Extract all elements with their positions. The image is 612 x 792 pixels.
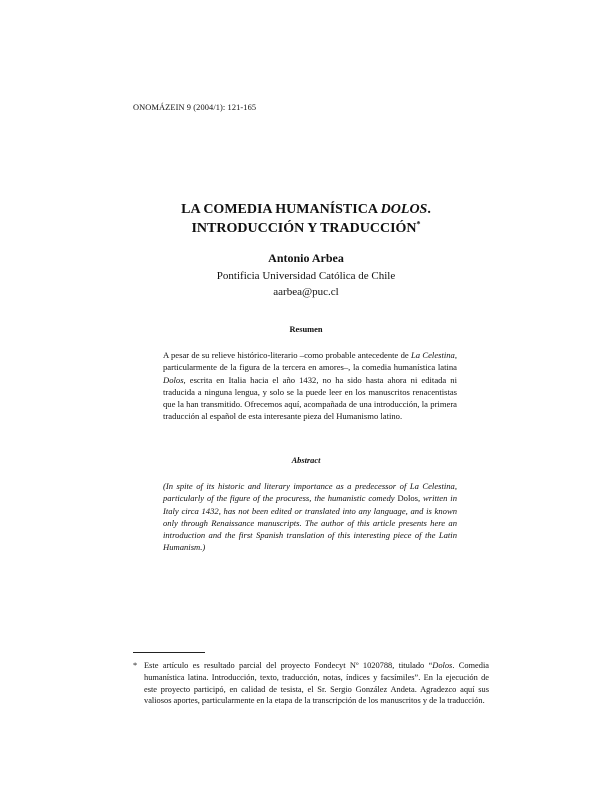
author-affiliation-block — [0, 268, 612, 300]
author-email[interactable]: aarbea@puc.cl — [273, 286, 339, 298]
footnote-text-1: Este artículo es resultado parcial del proyecto Fondecyt Nº 1020788, titulado “ — [144, 661, 433, 670]
abstract-heading: Abstract — [291, 456, 321, 465]
resumen-text-3: , escrita en Italia hacia el año 1432, no ha sido hasta ahora ni editada ni traducida a ninguna lengua, y solo se la puede leer en los manuscritos renacentistas que la han transmitido. Ofrecemos aquí, acompañada de una introducción, la primera traducción al español de esta interesante pieza del Humanismo latino. — [163, 374, 457, 422]
footnote-text-2: . Comedia humanística latina. Introducción, texto, traducción, notas, índices y facsímiles”. En la ejecución de este proyecto participó, en calidad de tesista, el Sr. Sergio González Andeta. Agradezco aquí sus valiosos aportes, particularmente en la etapa de la transcripción de los manuscritos y de la traducción. — [144, 661, 489, 706]
abstract-paragraph — [163, 480, 457, 554]
resumen-italic-celestina: La Celestina — [411, 350, 455, 360]
abstract-text-1: (In spite of its historic and literary importance as a predecessor of La Celestina, particularly of the figure of the procuress, the humanistic comedy — [163, 481, 457, 504]
journal-reference: ONOMÁZEIN 9 (2004/1): 121-165 — [133, 103, 257, 112]
abstract-text-2: , written in Italy circa 1432, has not been edited or translated into any language, and is known only through Renaissance manuscripts. The author of this article presents here an introduction and the first Spanish translation of this interesting piece of the Latin Humanism.) — [163, 493, 457, 553]
title-prefix: LA COMEDIA HUMANÍSTICA — [181, 202, 381, 217]
resumen-paragraph — [163, 349, 457, 423]
author-name: Antonio Arbea — [268, 251, 344, 265]
author-affiliation: Pontificia Universidad Católica de Chile — [216, 270, 396, 282]
footnote-italic-dolos: Dolos — [432, 661, 453, 670]
footnote — [133, 660, 489, 707]
title-italic-dolos: DOLOS — [380, 202, 428, 217]
footnote-text — [133, 660, 489, 707]
abstract-roman-dolos: Dolos — [397, 493, 419, 504]
title-line-1 — [0, 200, 612, 219]
footnote-marker: * — [133, 661, 138, 670]
resumen-text-1: A pesar de su relieve histórico-literario –como probable antecedente de — [163, 350, 412, 360]
title-footnote-marker[interactable]: * — [416, 219, 421, 229]
title-suffix: . — [427, 202, 431, 217]
resumen-italic-dolos: Dolos — [163, 374, 184, 385]
resumen-text-2: , particularmente de la figura de la tercera en amores–, la comedia humanística latina — [163, 350, 458, 373]
footnote-divider — [133, 652, 205, 653]
title-line-2-text: INTRODUCCIÓN Y TRADUCCIÓN — [191, 221, 417, 236]
title-line-2 — [0, 219, 612, 238]
article-title — [0, 200, 612, 238]
resumen-heading: Resumen — [289, 325, 323, 334]
